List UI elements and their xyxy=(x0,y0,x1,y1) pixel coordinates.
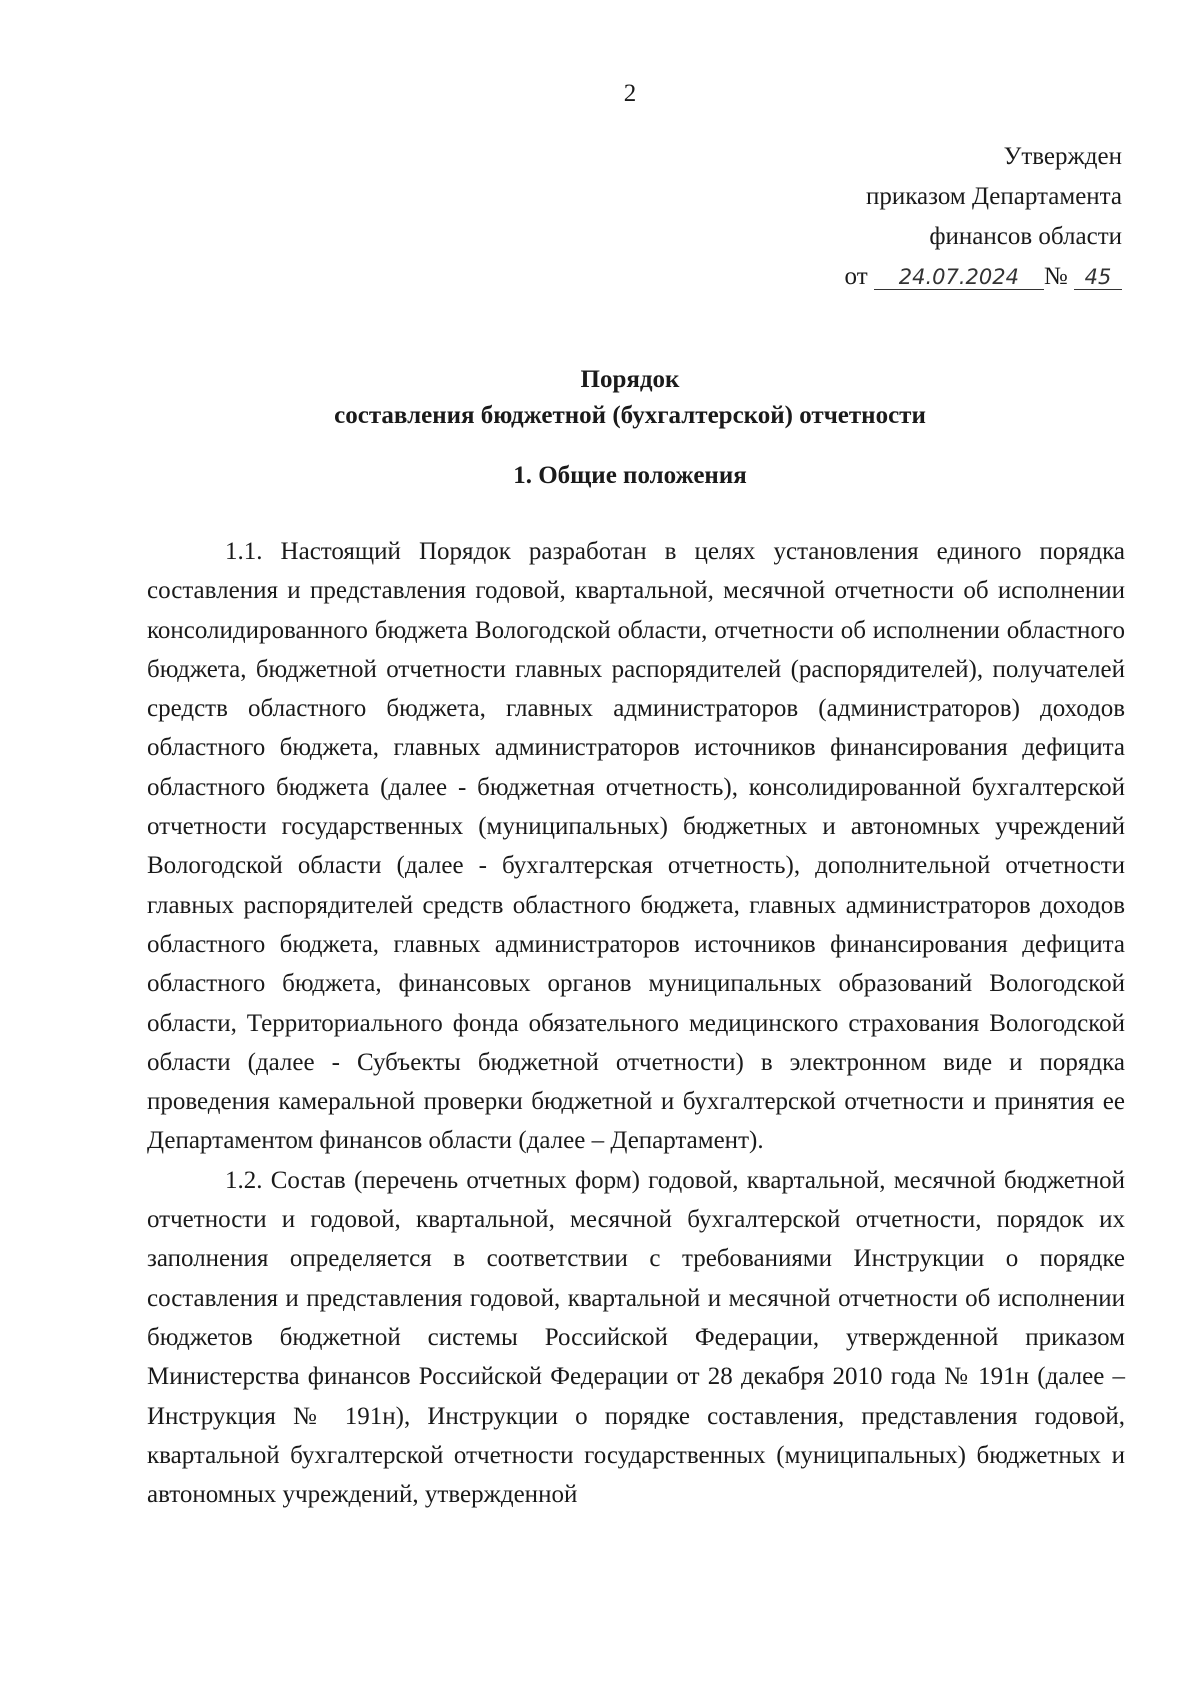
approval-date-line xyxy=(845,257,1122,297)
date-prefix: от xyxy=(844,263,868,290)
approval-block xyxy=(845,137,1122,297)
paragraph-1-2: 1.2. Состав (перечень отчетных форм) годовой, квартальной, месячной бюджетной отчетности и годовой, квартальной, месячной бухгалтерской отчетности, порядок их заполнения определяется в соответствии с требованиями Инструкции о порядке составления и представления годовой, квартальной и месячной отчетности об исполнении бюджетов бюджетной системы Российской Федерации, утвержденной приказом Министерства финансов Российской Федерации от 28 декабря 2010 года № 191н (далее – Инструкция № 191н), Инструкции о порядке составления, представления годовой, квартальной бухгалтерской отчетности государственных (муниципальных) бюджетных и автономных учреждений, утвержденной xyxy=(147,1166,1125,1509)
number-prefix: № xyxy=(1043,263,1068,290)
section-heading: 1. Общие положения xyxy=(513,462,747,489)
approval-line-3: финансов области xyxy=(929,223,1122,250)
paragraph-1-1: 1.1. Настоящий Порядок разработан в целях установления единого порядка составления и представления годовой, квартальной, месячной отчетности об исполнении консолидированного бюджета Вологодской области, отчетности об исполнении областного бюджета, бюджетной отчетности главных распорядителей (распорядителей), получателей средств областного бюджета, главных администраторов (администраторов) доходов областного бюджета, главных администраторов источников финансирования дефицита областного бюджета (далее - бюджетная отчетность), консолидированной бухгалтерской отчетности государственных (муниципальных) бюджетных и автономных учреждений Вологодской области (далее - бухгалтерская отчетность), дополнительной отчетности главных распорядителей средств областного бюджета, главных администраторов доходов областного бюджета, главных администраторов источников финансирования дефицита областного бюджета, финансовых органов муниципальных образований Вологодской области, Территориального фонда обязательного медицинского страхования Вологодской области (далее - Субъекты бюджетной отчетности) в электронном виде и порядка проведения камеральной проверки бюджетной и бухгалтерской отчетности и принятия ее Департаментом финансов области (далее – Департамент). xyxy=(147,538,1125,1155)
handwritten-date: 24.07.2024 xyxy=(874,265,1044,290)
approval-line-1: Утвержден xyxy=(1003,143,1122,170)
title-line-1: Порядок xyxy=(580,366,680,393)
handwritten-number: 45 xyxy=(1074,265,1122,290)
body-text xyxy=(147,532,1125,1514)
approval-line-2: приказом Департамента xyxy=(866,183,1122,210)
title-line-2: составления бюджетной (бухгалтерской) отчетности xyxy=(334,402,926,429)
document-title xyxy=(0,362,1200,434)
page-number: 2 xyxy=(623,80,637,107)
